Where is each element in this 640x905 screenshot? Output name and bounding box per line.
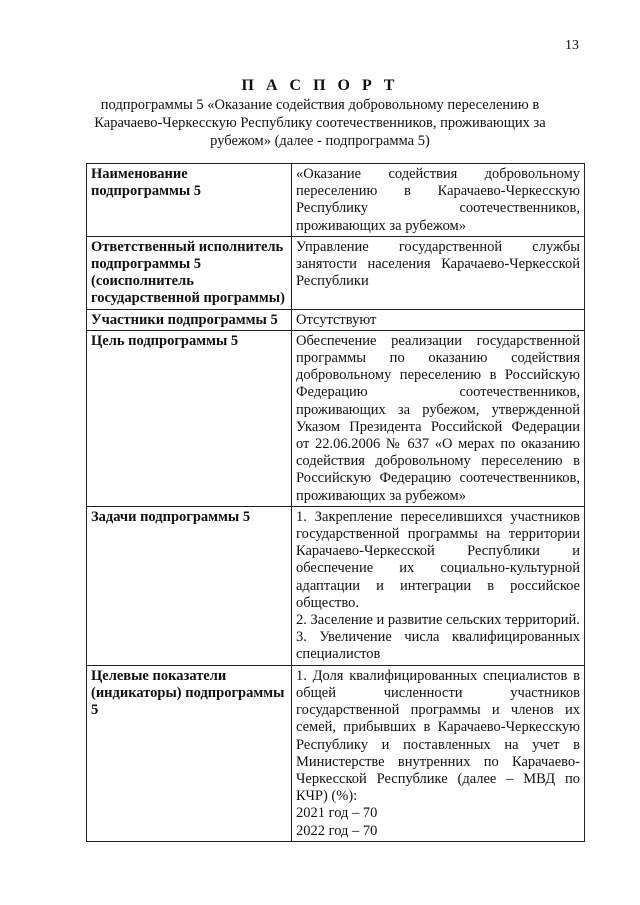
value-paragraph: 1. Закрепление переселившихся участников государственной программы на территории Карачаево-Черкесской Республики и обеспечение их социально-культурной адаптации и интеграции в российское общество.: [296, 508, 580, 611]
page-number: 13: [565, 38, 579, 53]
row-label: Целевые показатели (индикаторы) подпрограммы 5: [87, 665, 292, 841]
value-paragraph: 2021 год – 70: [296, 805, 378, 822]
table-row: [87, 330, 585, 506]
row-value: [292, 330, 585, 506]
row-label: Ответственный исполнитель подпрограммы 5 (соисполнитель государственной программы): [87, 236, 292, 309]
row-value: [292, 236, 585, 309]
document-title: П А С П О Р Т: [241, 77, 399, 94]
row-label: Цель подпрограммы 5: [87, 330, 292, 506]
row-label: Задачи подпрограммы 5: [87, 506, 292, 665]
value-paragraph: 2. Заселение и развитие сельских территорий.: [296, 612, 580, 629]
table-row: [87, 164, 585, 237]
row-label: Участники подпрограммы 5: [87, 309, 292, 330]
table-row: [87, 506, 585, 665]
row-value: [292, 164, 585, 237]
document-subtitle: подпрограммы 5 «Оказание содействия добровольному переселению в Карачаево-Черкесскую Республику соотечественников, проживающих за рубежом» (далее - подпрограмма 5): [94, 97, 546, 149]
value-paragraph: Отсутствуют: [296, 311, 377, 328]
value-paragraph: 1. Доля квалифицированных специалистов в общей численности участников государственной программы и членов их семей, прибывших в Карачаево-Черкесскую Республику и поставленных на учет в Министерстве внутренних по Карачаево-Черкесской Республике (далее – МВД по КЧР) (%):: [296, 667, 580, 805]
value-paragraph: «Оказание содействия добровольному переселению в Карачаево-Черкесскую Республику соотечественников, проживающих за рубежом»: [296, 166, 580, 234]
value-paragraph: 3. Увеличение числа квалифицированных специалистов: [296, 629, 580, 663]
value-paragraph: Обеспечение реализации государственной программы по оказанию содействия добровольному переселению в Российскую Федерацию соотечественников, проживающих за рубежом, утвержденной Указом Президента Российской Федерации от 22.06.2006 № 637 «О мерах по оказанию содействия добровольному переселению в Российскую Федерацию соотечественников, проживающих за рубежом»: [296, 332, 580, 504]
table-row: [87, 309, 585, 330]
value-paragraph: 2022 год – 70: [296, 822, 378, 839]
row-label: Наименование подпрограммы 5: [87, 164, 292, 237]
value-paragraph: Управление государственной службы занятости населения Карачаево-Черкесской Республики: [296, 238, 580, 290]
row-value: [292, 506, 585, 665]
row-value: [292, 309, 585, 330]
table-row: [87, 236, 585, 309]
passport-table: [86, 163, 585, 842]
row-value: [292, 665, 585, 841]
table-row: [87, 665, 585, 841]
